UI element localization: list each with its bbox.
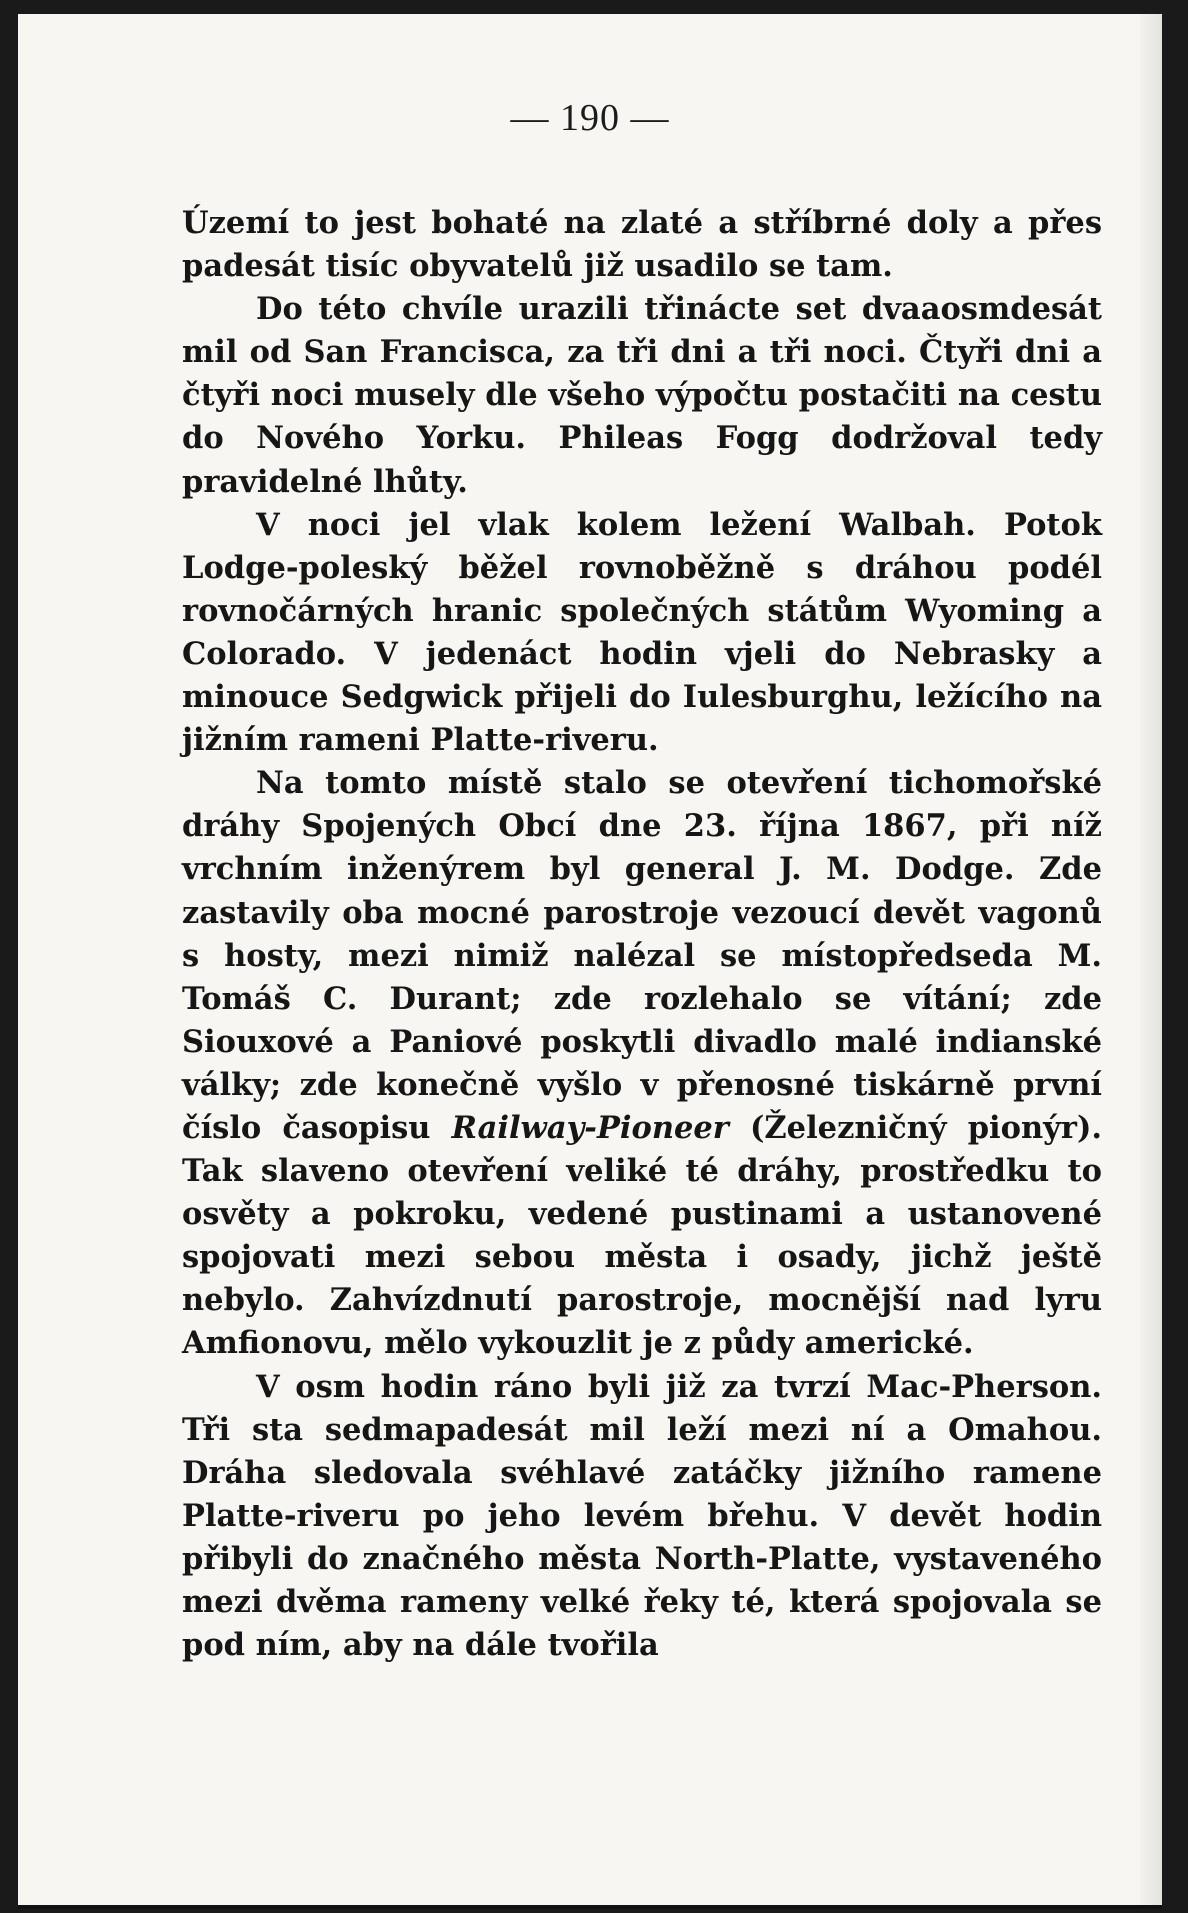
paragraph <box>182 1366 1102 1668</box>
text-run: V noci jel vlak kolem ležení Walbah. Potok Lodge-poleský běžel rovnoběžně s dráhou podél rovnočárných hranic společných státům Wyoming a Colorado. V jedenáct hodin vjeli do Nebrasky a minouce Sedgwick přijeli do Iulesburghu, ležícího na jižním rameni Platte-riveru. <box>182 506 1102 759</box>
text-run: V osm hodin ráno byli již za tvrzí Mac-Pherson. Tři sta sedmapadesát mil leží mezi ní a Omahou. Dráha sledovala svéhlavé zatáčky jižního ramene Platte-riveru po jeho levém břehu. V devět hodin přibyli do značného města North-Platte, vystaveného mezi dvěma rameny velké řeky té, která spojovala se pod ním, aby na dále tvořila <box>182 1368 1102 1664</box>
book-page <box>18 14 1162 1909</box>
page-edge-shadow <box>1140 14 1162 1909</box>
paragraph <box>182 504 1102 763</box>
text-run: Území to jest bohaté na zlaté a stříbrné doly a přes padesát tisíc obyvatelů již usadilo se tam. <box>182 205 1102 285</box>
page-bottom-edge <box>18 1905 1162 1909</box>
paragraph <box>182 288 1102 503</box>
text-run: (Železničný pionýr). Tak slaveno otevření veliké té dráhy, prostředku to osvěty a pokroku, vedené pustinami a ustanovené spojovati mezi sebou města i osady, jichž ještě nebylo. Zahvízdnutí parostroje, mocnější nad lyru Amfionovu, mělo vykouzlit je z půdy americké. <box>182 1109 1103 1362</box>
page-number: — 190 — <box>510 97 670 139</box>
body-text <box>182 202 1102 1667</box>
text-run: Na tomto místě stalo se otevření tichomořské dráhy Spojených Obcí dne 23. října 1867, při níž vrchním inženýrem byl general J. M. Dodge. Zde zastavily oba mocné parostroje vezoucí devět vagonů s hosty, mezi nimiž nalézal se místopředseda M. Tomáš C. Durant; zde rozlehalo se vítání; zde Siouxové a Paniové poskytli divadlo malé indianské války; zde konečně vyšlo v přenosné tiskárně první číslo časopisu <box>182 765 1102 1146</box>
paragraph <box>182 762 1102 1365</box>
text-run: Do této chvíle urazili třinácte set dvaaosmdesát mil od San Francisca, za tři dni a tři noci. Čtyři dni a čtyři noci musely dle všeho výpočtu postačiti na cestu do Nového Yorku. Phileas Fogg dodržoval tedy pravidelné lhůty. <box>182 291 1102 500</box>
paragraph <box>182 202 1102 288</box>
italic-title: Railway-Pioneer <box>451 1109 729 1146</box>
